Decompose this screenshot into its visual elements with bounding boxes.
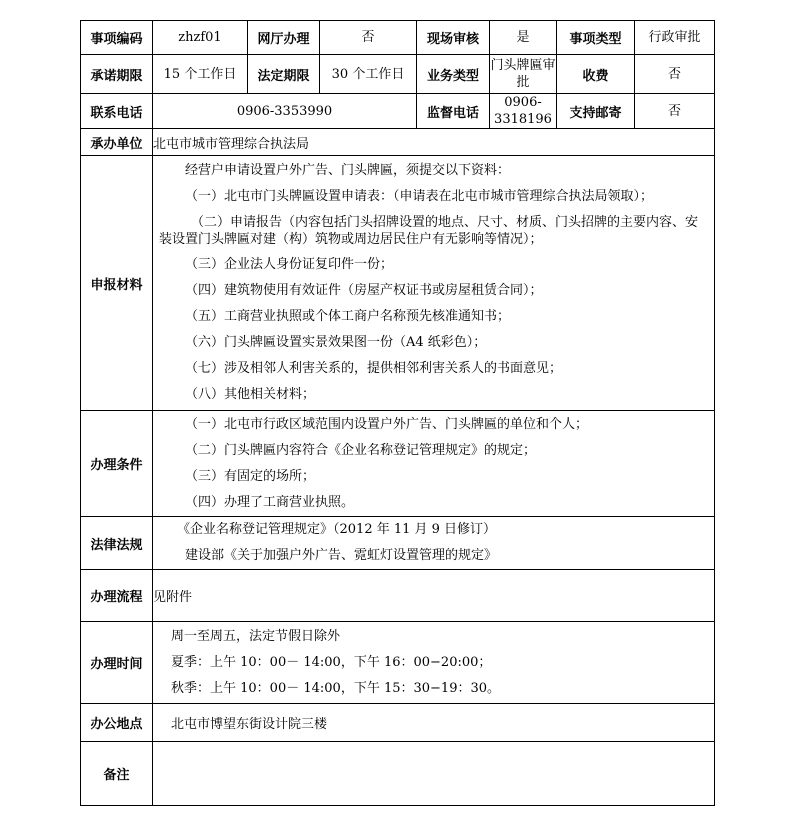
row-conditions (81, 411, 715, 517)
business-type-label: 业务类型 (417, 55, 490, 94)
unit-value: 北屯市城市管理综合执法局 (153, 129, 715, 156)
hours-item-3: 秋季：上午 10：00－ 14:00，下午 15：30−19：30。 (171, 680, 501, 696)
item-code-value: zhzf01 (153, 21, 248, 55)
remark-value (153, 742, 715, 806)
process-value: 见附件 (153, 570, 715, 622)
unit-label: 承办单位 (81, 129, 153, 156)
materials-item-3: （三）企业法人身份证复印件一份； (185, 257, 394, 272)
materials-item-1: （一）北屯市门头牌匾设置申请表：（申请表在北屯市城市管理综合执法局领取）； (185, 189, 654, 204)
conditions-item-1: （一）北屯市行政区域范围内设置户外广告、门头牌匾的单位和个人； (185, 416, 589, 432)
fee-value: 否 (635, 55, 715, 94)
item-code-label: 事项编码 (81, 21, 153, 55)
onsite-review-value: 是 (490, 21, 557, 55)
row-unit (81, 129, 715, 156)
row-place (81, 704, 715, 742)
business-type-value: 门头牌匾审批 (490, 55, 557, 94)
materials-item-6: （六）门头牌匾设置实景效果图一份（A4 纸彩色）； (185, 335, 487, 350)
row-deadlines (81, 55, 715, 94)
fee-label: 收费 (557, 55, 635, 94)
materials-item-8: （八）其他相关材料； (185, 387, 316, 402)
materials-content (153, 156, 715, 411)
onsite-review-label: 现场审核 (417, 21, 490, 55)
item-type-label: 事项类型 (557, 21, 635, 55)
row-laws (81, 517, 715, 570)
laws-item-1: 《企业名称登记管理规定》（2012 年 11 月 9 日修订） (177, 522, 497, 537)
materials-item-5: （五）工商营业执照或个体工商户名称预先核准通知书； (185, 309, 511, 324)
conditions-content (153, 411, 715, 517)
contact-phone-label: 联系电话 (81, 94, 153, 129)
hours-item-2: 夏季：上午 10：00－ 14:00，下午 16：00−20:00； (171, 654, 492, 670)
mail-support-label: 支持邮寄 (557, 94, 635, 129)
row-hours (81, 622, 715, 704)
conditions-item-4: （四）办理了工商营业执照。 (185, 494, 355, 510)
supervise-phone-label: 监督电话 (417, 94, 490, 129)
row-remark (81, 742, 715, 806)
online-hall-label: 网厅办理 (248, 21, 320, 55)
remark-label: 备注 (81, 742, 153, 806)
legal-period-value: 30 个工作日 (320, 55, 417, 94)
row-item-code (81, 21, 715, 55)
legal-period-label: 法定期限 (248, 55, 320, 94)
item-type-value: 行政审批 (635, 21, 715, 55)
hours-item-1: 周一至周五，法定节假日除外 (171, 628, 341, 644)
supervise-phone-value: 0906-3318196 (490, 94, 557, 129)
row-materials (81, 156, 715, 411)
conditions-item-3: （三）有固定的场所； (185, 468, 316, 484)
conditions-label: 办理条件 (81, 411, 153, 517)
hours-content (153, 622, 715, 704)
hours-label: 办理时间 (81, 622, 153, 704)
materials-label: 申报材料 (81, 156, 153, 411)
row-process (81, 570, 715, 622)
item-info-table (80, 20, 715, 806)
promise-period-label: 承诺期限 (81, 55, 153, 94)
place-value: 北屯市博望东街设计院三楼 (153, 704, 715, 742)
materials-intro: 经营户申请设置户外广告、门头牌匾，须提交以下资料： (185, 163, 511, 178)
place-label: 办公地点 (81, 704, 153, 742)
contact-phone-value: 0906-3353990 (153, 94, 417, 129)
laws-label: 法律法规 (81, 517, 153, 570)
promise-period-value: 15 个工作日 (153, 55, 248, 94)
online-hall-value: 否 (320, 21, 417, 55)
process-label: 办理流程 (81, 570, 153, 622)
laws-content (153, 517, 715, 570)
conditions-item-2: （二）门头牌匾内容符合《企业名称登记管理规定》的规定； (185, 442, 537, 458)
laws-item-2: 建设部《关于加强户外广告、霓虹灯设置管理的规定》 (185, 548, 498, 563)
row-phones (81, 94, 715, 129)
mail-support-value: 否 (635, 94, 715, 129)
materials-item-4: （四）建筑物使用有效证件（房屋产权证书或房屋租赁合同）； (185, 283, 543, 298)
materials-item-7: （七）涉及相邻人利害关系的，提供相邻利害关系人的书面意见； (185, 361, 563, 376)
materials-item-2: （二）申请报告（内容包括门头招牌设置的地点、尺寸、材质、门头招牌的主要内容、安装设置门头牌匾对建（构）筑物或周边居民住户有无影响等情况）； (159, 215, 699, 247)
